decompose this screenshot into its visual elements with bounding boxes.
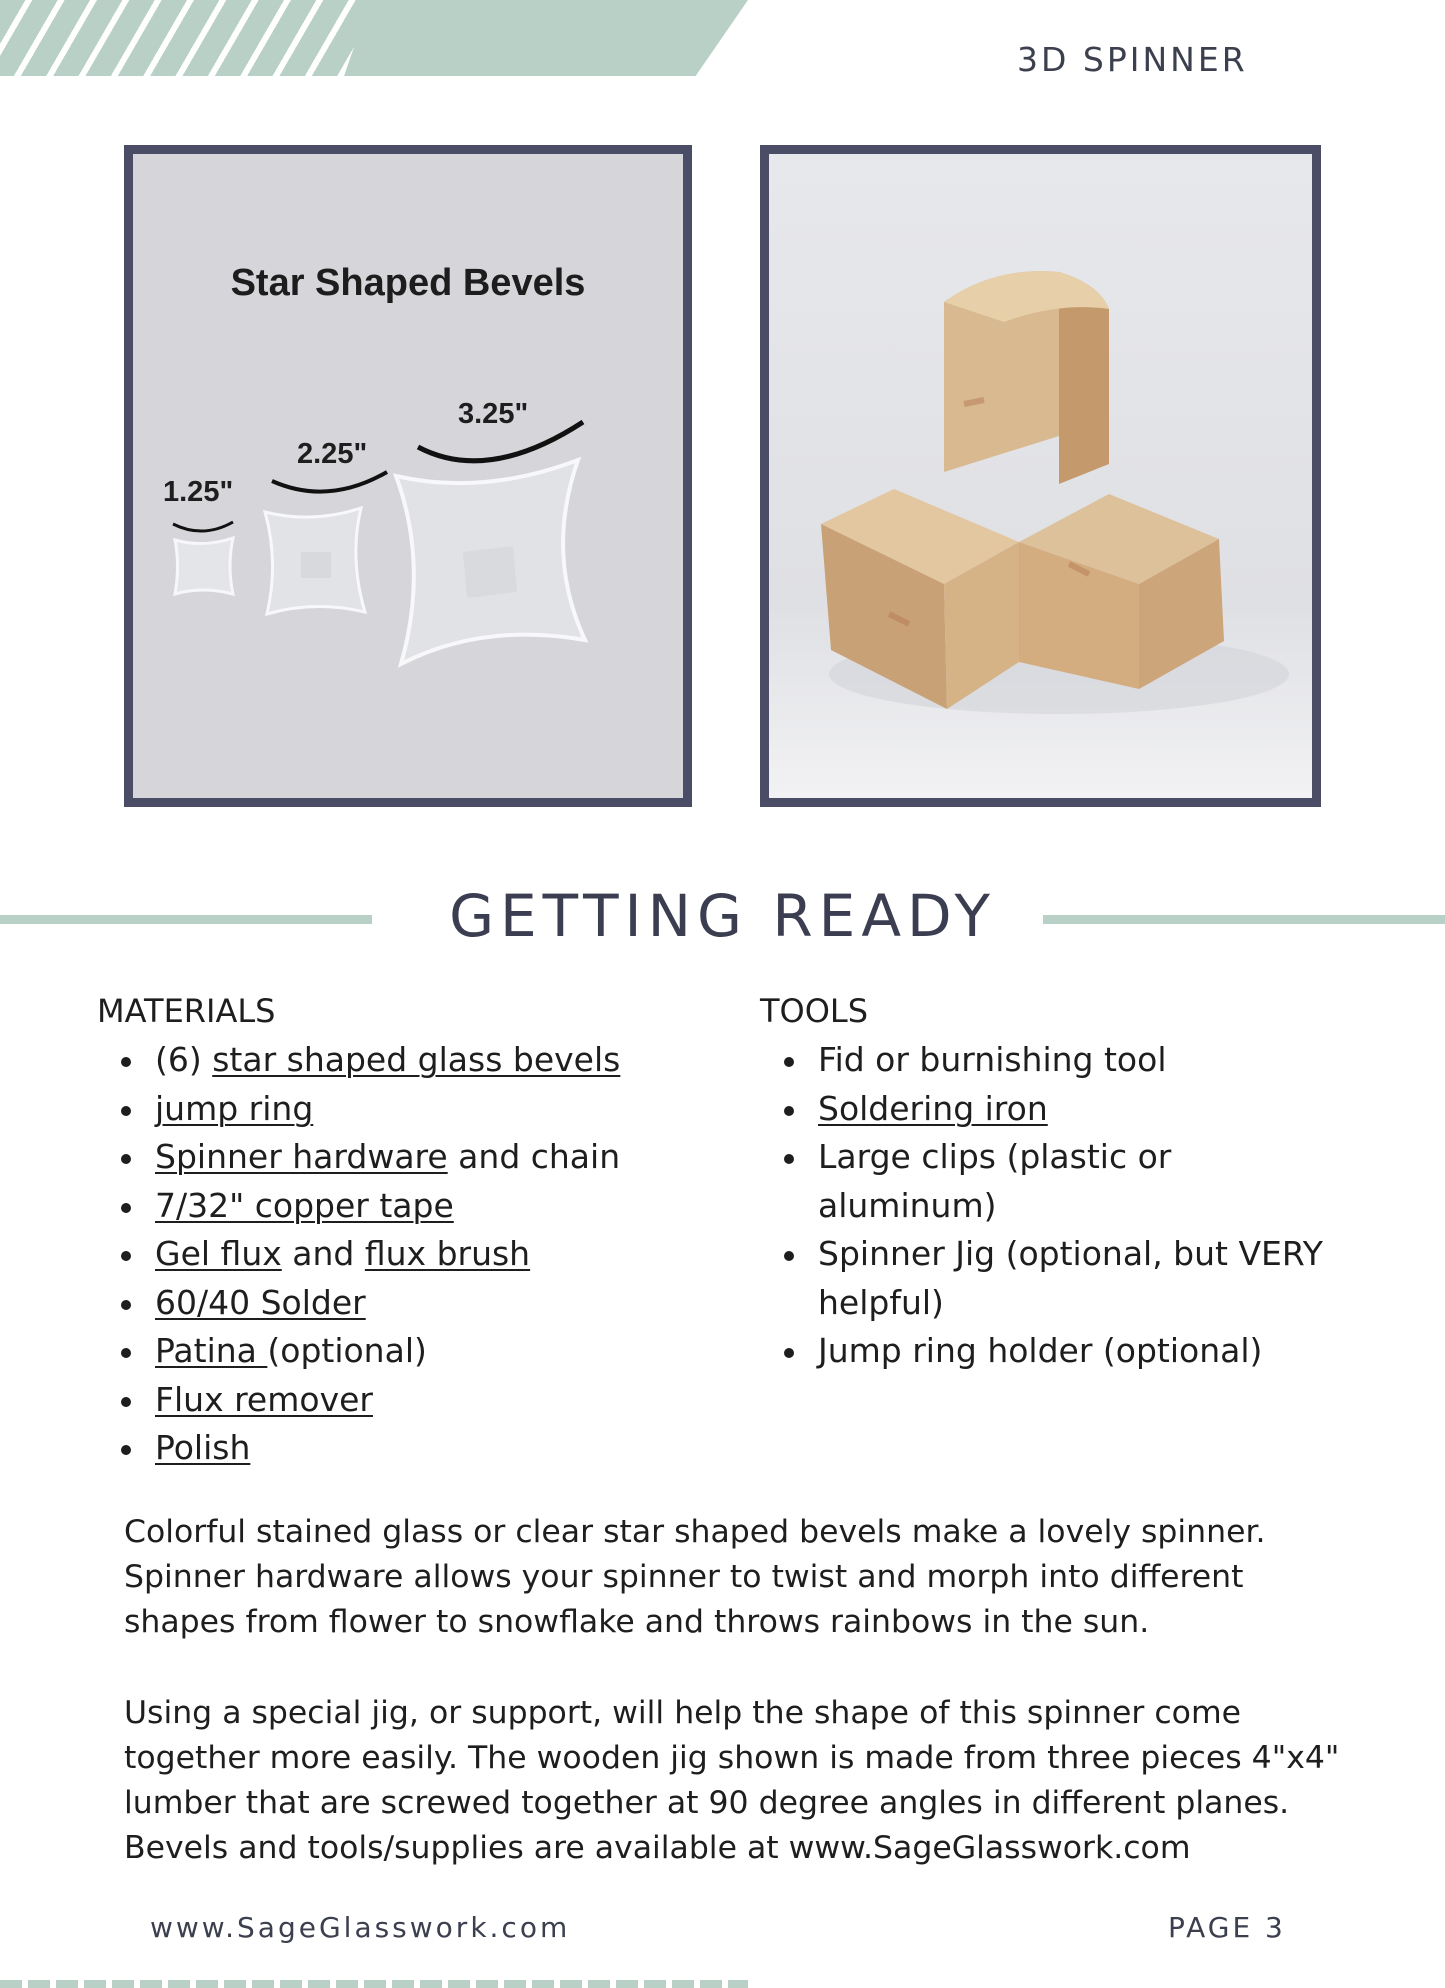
list-item: Gel flux and flux brush xyxy=(97,1230,697,1279)
list-item xyxy=(97,1424,697,1473)
bevel-medium-center xyxy=(301,552,331,578)
bevel-size-small-label: 1.25" xyxy=(163,476,234,508)
jig-paragraph: Using a special jig, or support, will help the shape of this spinner come together more easily. The wooden jig shown is made from three pieces 4"x4" lumber that are screwed together at 90 degree angles in different planes. Bevels and tools/supplies are available at www.SageGlasswork.com xyxy=(124,1695,1340,1866)
bevel-large-center xyxy=(463,546,517,598)
star-bevels-link[interactable]: star shaped glass bevels xyxy=(212,1040,621,1079)
bevel-size-large-label: 3.25" xyxy=(458,398,529,430)
bevels-photo xyxy=(124,145,692,807)
list-item: Jump ring holder (optional) xyxy=(760,1327,1380,1376)
section-title: GETTING READY xyxy=(449,882,996,950)
list-item xyxy=(97,1182,697,1231)
list-item: Patina (optional) xyxy=(97,1327,697,1376)
bevel-small-arc xyxy=(173,522,233,531)
footer-website[interactable]: www.SageGlasswork.com xyxy=(150,1911,571,1944)
polish-link[interactable]: Polish xyxy=(155,1428,251,1467)
bevel-size-medium-label: 2.25" xyxy=(297,438,368,470)
copper-tape-link[interactable]: 7/32" copper tape xyxy=(155,1185,454,1225)
list-item: Fid or burnishing tool xyxy=(760,1036,1380,1085)
list-item: (6) star shaped glass bevels xyxy=(97,1036,697,1085)
list-item xyxy=(97,1279,697,1328)
flux-remover-link[interactable]: Flux remover xyxy=(155,1379,373,1419)
list-item: Spinner hardware and chain xyxy=(97,1133,697,1182)
soldering-iron-link[interactable]: Soldering iron xyxy=(818,1088,1048,1128)
list-item: Spinner Jig (optional, but VERY helpful) xyxy=(760,1230,1380,1327)
footer-page-number: PAGE 3 xyxy=(1168,1911,1286,1944)
gel-flux-link[interactable]: Gel flux xyxy=(155,1234,282,1273)
flux-brush-link[interactable]: flux brush xyxy=(364,1234,531,1273)
materials-list xyxy=(97,1036,697,1473)
bevel-small-shape xyxy=(175,538,233,594)
solder-link[interactable]: 60/40 Solder xyxy=(155,1282,366,1322)
intro-paragraph: Colorful stained glass or clear star shaped bevels make a lovely spinner. Spinner hardware allows your spinner to twist and morph into different shapes from flower to snowflake and throws rainbows in the sun. xyxy=(124,1514,1266,1640)
footer-decoration-band xyxy=(0,1980,748,1988)
wooden-jig-photo xyxy=(760,145,1321,807)
document-title: 3D SPINNER xyxy=(1017,40,1248,79)
tools-list xyxy=(760,1036,1380,1376)
materials-heading: MATERIALS xyxy=(97,992,276,1030)
jump-ring-link[interactable]: jump ring xyxy=(155,1088,314,1128)
section-rule-right xyxy=(1043,915,1445,924)
bevels-illustration xyxy=(133,154,683,798)
spinner-hardware-link[interactable]: Spinner hardware xyxy=(155,1137,448,1176)
list-item xyxy=(97,1376,697,1425)
list-item xyxy=(97,1085,697,1134)
bevels-photo-title: Star Shaped Bevels xyxy=(230,262,586,304)
list-item xyxy=(760,1085,1380,1134)
patina-link[interactable]: Patina xyxy=(155,1331,268,1370)
tools-heading: TOOLS xyxy=(760,992,869,1030)
bevel-medium-arc xyxy=(272,472,387,492)
wooden-jig-illustration xyxy=(769,154,1312,798)
header-decoration-stripes xyxy=(0,0,370,76)
list-item: Large clips (plastic or aluminum) xyxy=(760,1133,1380,1230)
bevel-large-arc xyxy=(418,422,583,461)
